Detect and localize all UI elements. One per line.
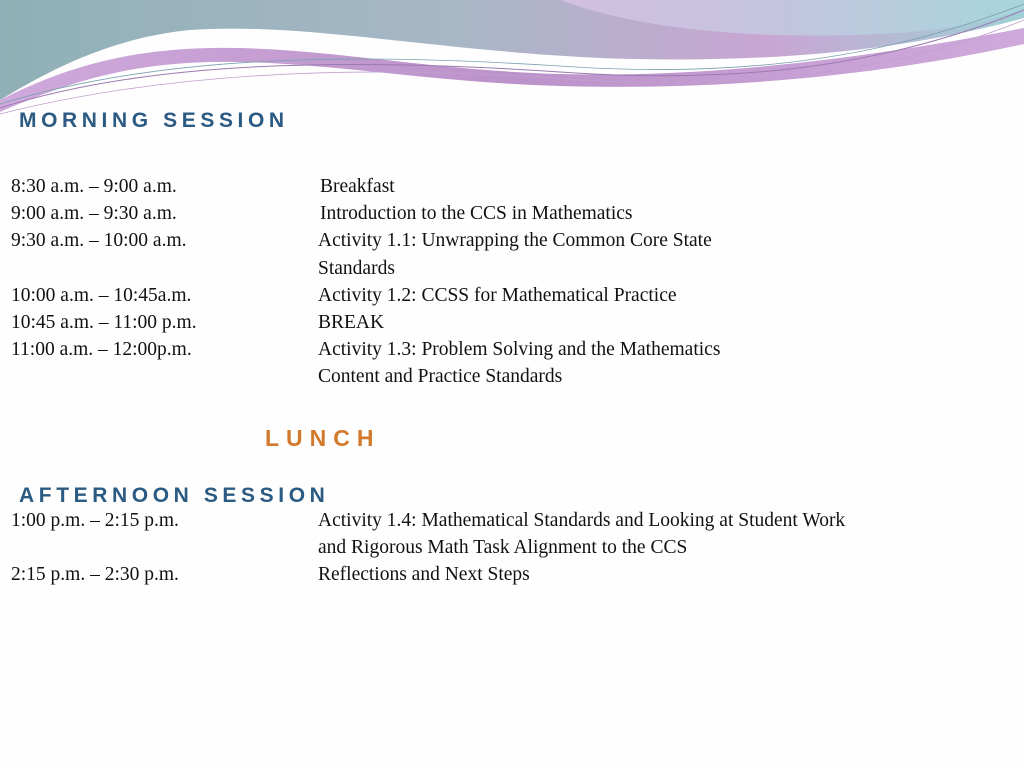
morning-session-heading: MORNING SESSION <box>19 109 289 132</box>
event-title: Reflections and Next Steps <box>318 564 530 586</box>
morning-schedule <box>11 173 1001 391</box>
lunch-heading: LUNCH <box>265 425 381 451</box>
schedule-row <box>11 227 1001 281</box>
schedule-row <box>11 173 1001 200</box>
event-title: Activity 1.4: Mathematical Standards and Looking at Student Work and Rigorous Math Task Alignment to the CCS <box>318 510 846 559</box>
afternoon-session-heading: AFTERNOON SESSION <box>19 484 330 507</box>
schedule-row <box>11 309 1001 336</box>
schedule-row <box>11 561 1001 588</box>
schedule-row <box>11 507 1001 561</box>
time-slot: 9:00 a.m. – 9:30 a.m. <box>11 203 177 225</box>
event-title: Introduction to the CCS in Mathematics <box>320 203 633 225</box>
event-title: Activity 1.1: Unwrapping the Common Core State Standards <box>318 230 712 279</box>
time-slot: 9:30 a.m. – 10:00 a.m. <box>11 230 187 252</box>
schedule-row <box>11 282 1001 309</box>
schedule-row <box>11 200 1001 227</box>
afternoon-schedule <box>11 507 1001 589</box>
time-slot: 11:00 a.m. – 12:00p.m. <box>11 339 192 361</box>
event-title: BREAK <box>318 312 385 334</box>
event-title: Breakfast <box>320 176 395 197</box>
time-slot: 1:00 p.m. – 2:15 p.m. <box>11 510 179 531</box>
event-title: Activity 1.3: Problem Solving and the Mathematics Content and Practice Standards <box>318 339 721 388</box>
time-slot: 2:15 p.m. – 2:30 p.m. <box>11 564 179 586</box>
time-slot: 8:30 a.m. – 9:00 a.m. <box>11 176 177 197</box>
event-title: Activity 1.2: CCSS for Mathematical Practice <box>318 284 677 306</box>
decorative-wave-banner <box>0 0 1024 120</box>
time-slot: 10:45 a.m. – 11:00 p.m. <box>11 312 197 334</box>
time-slot: 10:00 a.m. – 10:45a.m. <box>11 284 192 306</box>
schedule-row <box>11 336 1001 390</box>
